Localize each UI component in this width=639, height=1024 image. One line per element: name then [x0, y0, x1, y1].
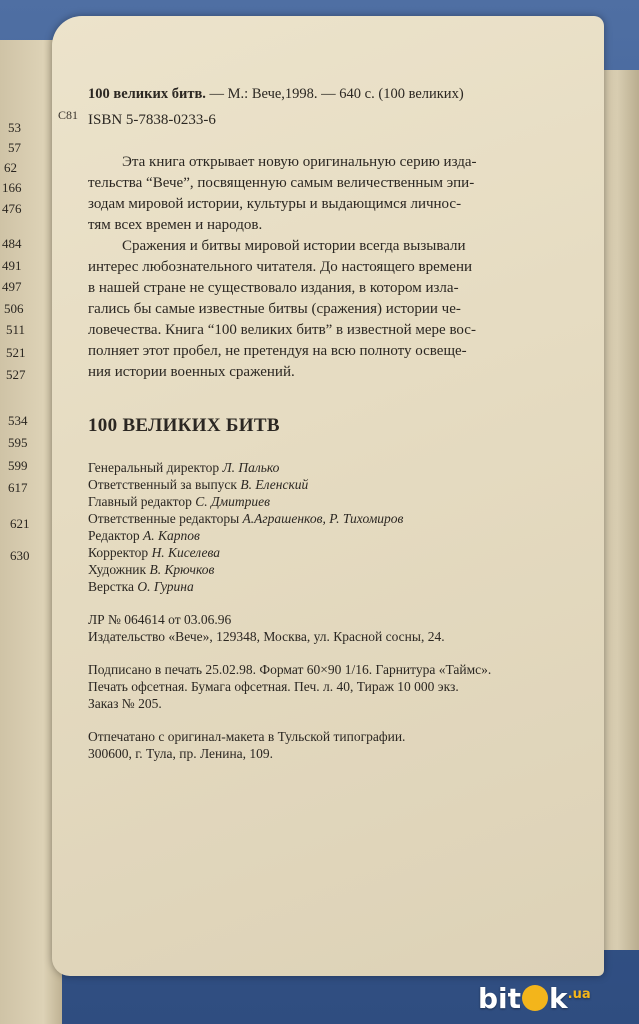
credit-name: А.Аграшенков, Р. Тихомиров — [242, 511, 404, 526]
text-line: тельства “Вече”, посвященную самым величественным эпи- — [88, 175, 475, 191]
imprint-text: — М.: Вече,1998. — 640 с. (100 великих) — [205, 86, 464, 102]
text-line: ловечества. Книга “100 великих битв” в известной мере вос- — [88, 322, 476, 338]
printer-block — [88, 728, 578, 762]
text-line: тям всех времен и народов. — [88, 217, 263, 233]
credit-role: Художник — [88, 562, 150, 577]
credit-role: Редактор — [88, 528, 143, 543]
page-content — [88, 84, 578, 762]
credit-name: О. Гурина — [137, 579, 194, 594]
printer-address: 300600, г. Тула, пр. Ленина, 109. — [88, 746, 274, 761]
credit-name: В. Крючков — [149, 562, 215, 577]
credit-line — [88, 493, 578, 510]
page-number: 497 — [2, 279, 22, 294]
page-number: 166 — [2, 180, 22, 195]
print-info-line: Подписано в печать 25.02.98. Формат 60×90 1/16. Гарнитура «Таймс». — [88, 662, 492, 677]
text-line: зодам мировой истории, культуры и выдающимся личнос- — [88, 196, 462, 212]
book-title-short: 100 великих битв. — [88, 86, 206, 102]
book-title: 100 ВЕЛИКИХ БИТВ — [88, 415, 280, 436]
license-block — [88, 611, 578, 645]
logo-text: k — [549, 982, 568, 1015]
page-number: 484 — [2, 236, 22, 251]
page-number: 476 — [2, 201, 22, 216]
credit-line — [88, 544, 578, 561]
text-line: полняет этот пробел, не претендуя на всю полноту освеще- — [88, 343, 467, 359]
printer-line: Отпечатано с оригинал-макета в Тульской типографии. — [88, 729, 406, 744]
print-info-line: Заказ № 205. — [88, 696, 162, 711]
credit-role: Ответственные редакторы — [88, 511, 243, 526]
page-number: 617 — [8, 480, 28, 495]
credit-name: С. Дмитриев — [195, 494, 271, 509]
logo-domain: .ua — [567, 987, 591, 1002]
text-line: ния истории военных сражений. — [88, 364, 295, 380]
credits-list — [88, 459, 578, 595]
credit-line — [88, 527, 578, 544]
text-line: гались бы самые известные битвы (сражения) истории че- — [88, 301, 461, 317]
text-line: Эта книга открывает новую оригинальную серию изда- — [122, 154, 477, 170]
page-number: 491 — [2, 258, 22, 273]
bitok-watermark-logo — [478, 982, 591, 1015]
page-number: 599 — [8, 458, 28, 473]
license-line: ЛР № 064614 от 03.06.96 — [88, 612, 232, 627]
bibliographic-header — [88, 84, 578, 104]
abstract-paragraph-1 — [88, 152, 578, 236]
credit-name: Н. Киселева — [151, 545, 220, 560]
credit-role: Ответственный за выпуск — [88, 477, 241, 492]
page-number: 506 — [4, 301, 24, 316]
publisher-address: Издательство «Вече», 129348, Москва, ул. Красной сосны, 24. — [88, 629, 445, 644]
page-number: 534 — [8, 413, 28, 428]
logo-mark-icon — [522, 985, 548, 1011]
page-number: 53 — [8, 120, 21, 135]
credit-line — [88, 459, 578, 476]
credit-role: Верстка — [88, 579, 138, 594]
page-number: 511 — [6, 322, 26, 337]
text-line: в нашей стране не существовало издания, в котором изла- — [88, 280, 459, 296]
isbn: ISBN 5-7838-0233-6 — [88, 112, 216, 128]
credit-role: Корректор — [88, 545, 152, 560]
credit-name: В. Еленский — [240, 477, 309, 492]
page-number: 630 — [10, 548, 30, 563]
text-line: Сражения и битвы мировой истории всегда вызывали — [122, 238, 466, 254]
credit-line — [88, 578, 578, 595]
print-info-block — [88, 661, 578, 712]
page-number: 621 — [10, 516, 30, 531]
page-number: 62 — [4, 160, 17, 175]
credit-name: А. Карпов — [142, 528, 200, 543]
print-info-line: Печать офсетная. Бумага офсетная. Печ. л. 40, Тираж 10 000 экз. — [88, 679, 459, 694]
credit-line — [88, 476, 578, 493]
catalog-code: С81 — [58, 108, 79, 122]
page-number: 57 — [8, 140, 21, 155]
logo-text: bit — [478, 982, 522, 1015]
text-line: интерес любознательного читателя. До настоящего времени — [88, 259, 473, 275]
page-number: 521 — [6, 345, 26, 360]
imprint-page — [52, 16, 604, 976]
credit-role: Главный редактор — [88, 494, 196, 509]
page-number: 527 — [6, 367, 26, 382]
abstract-paragraph-2 — [88, 236, 578, 383]
page-number: 595 — [8, 435, 28, 450]
credit-name: Л. Палько — [222, 460, 280, 475]
credit-role: Генеральный директор — [88, 460, 223, 475]
credit-line — [88, 510, 578, 527]
credit-line — [88, 561, 578, 578]
